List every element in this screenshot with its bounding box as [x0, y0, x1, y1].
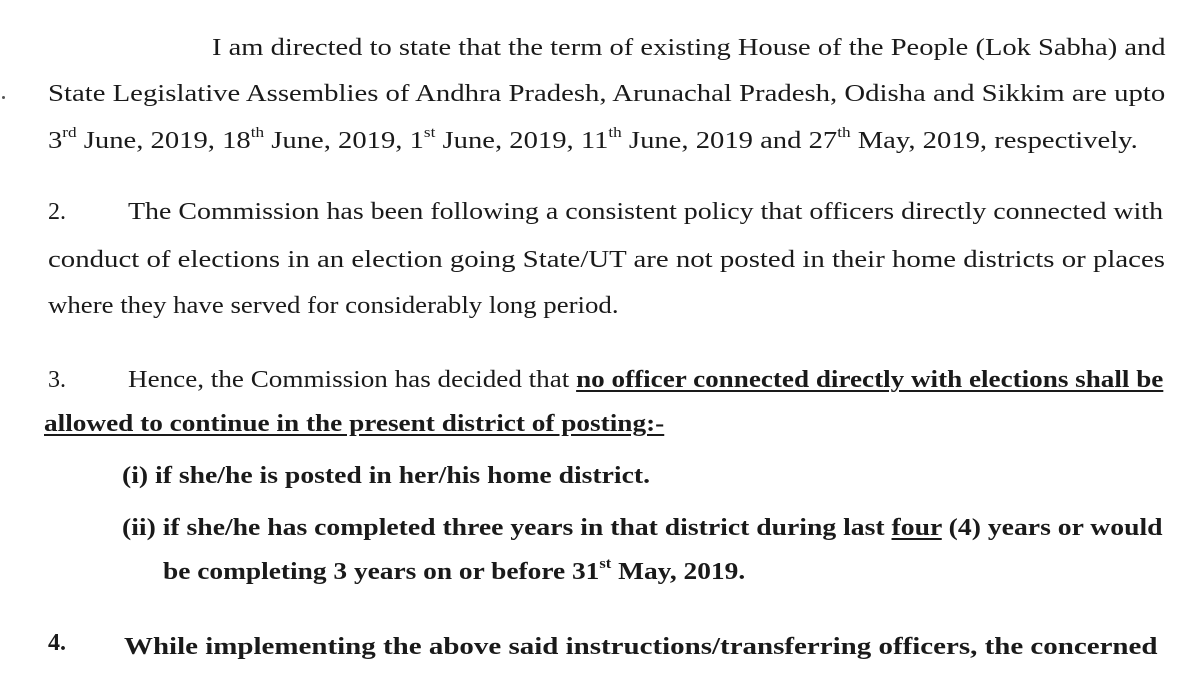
para2-line3: where they have served for considerably long period.	[48, 293, 619, 319]
para1-line3: 3rd June, 2019, 18th June, 2019, 1st June, 2019, 11th June, 2019 and 27th May, 2019, respectively.	[48, 125, 1138, 154]
margin-mark	[2, 96, 5, 99]
para3-number: 3.	[48, 367, 66, 393]
para3-emphasis-text: no officer connected directly with elections shall be	[576, 367, 1164, 393]
para1-line2: State Legislative Assemblies of Andhra Pradesh, Arunachal Pradesh, Odisha and Sikkim are upto	[48, 81, 1166, 107]
list-item-1: (i) if she/he is posted in her/his home district.	[122, 463, 651, 489]
para2-line1: The Commission has been following a consistent policy that officers directly connected with	[128, 199, 1164, 225]
para4-line1: While implementing the above said instructions/transferring officers, the concerned	[124, 634, 1158, 660]
para3-line2-emphasis: allowed to continue in the present district of posting:-	[44, 411, 665, 437]
para4-number: 4.	[48, 630, 66, 656]
para2-line2: conduct of elections in an election going State/UT are not posted in their home districts or places	[48, 247, 1165, 273]
underlined-four: four	[891, 515, 942, 541]
list-item-2-continuation: be completing 3 years on or before 31st May, 2019.	[163, 556, 746, 585]
para3-line1	[128, 365, 1163, 395]
para3-intro-text: Hence, the Commission has decided that	[128, 367, 577, 393]
para2-number: 2.	[48, 199, 66, 225]
list-item-2: (ii) if she/he has completed three years in that district during last four (4) years or would	[122, 515, 1163, 541]
para1-line1: I am directed to state that the term of existing House of the People (Lok Sabha) and	[212, 35, 1166, 61]
